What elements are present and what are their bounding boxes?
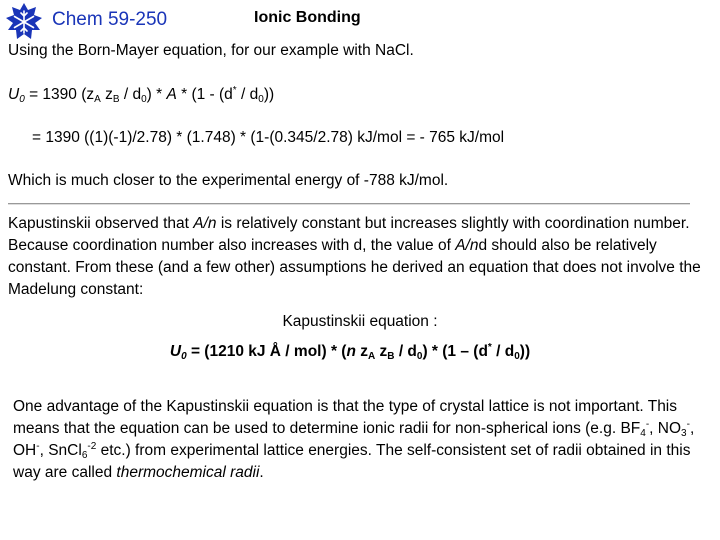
born-mayer-equation: $U_0 = 1390$ ($z_A$ $z_B / d_0$) * A * $(1 - (d^* / d_0))$ [8,85,275,105]
slide-title: Ionic Bonding [254,9,361,26]
intro-text: Using the Born-Mayer equation, for our example with NaCl. [8,42,414,59]
kapustinskii-equation: $U_0 = (1210$ kJ Å / mol) * (n $z_A$ $z_B / d_0) * (1 - (d^* / d_0))$ [169,342,531,362]
divider [8,203,690,205]
kapustinskii-paragraph: Kapustinskii observed that A/n is relatively constant but increases slightly with coordination number. Because coordination number also increases with d, the value of A/nd should also be relatively constant. From these (and a few other) assumptions he derived an equation that does not involve the Madelung constant: [8,215,701,298]
advantage-paragraph: One advantage of the Kapustinskii equation is that the type of crystal lattice is not important. This means that the equation can be used to determine ionic radii for non-spherical ions (e.g. $BF_4^-$, $NO_3^-$, OH-, SnCl$_6^{-2}$ etc.) from experimental lattice energies. The self-consistent set of radii obtained in this way are called thermochemical radii. [13,398,695,481]
snowflake-logo-icon [4,2,44,42]
kapustinskii-equation-label: Kapustinskii equation : [282,313,438,330]
comparison-text: Which is much closer to the experimental energy of -788 kJ/mol. [8,172,449,189]
course-title: Chem 59-250 [52,9,168,30]
born-mayer-calculation: = 1390 ((1)(-1)/2.78) * (1.748) * (1-(0.345/2.78) kJ/mol = - 765 kJ/mol [32,129,505,146]
